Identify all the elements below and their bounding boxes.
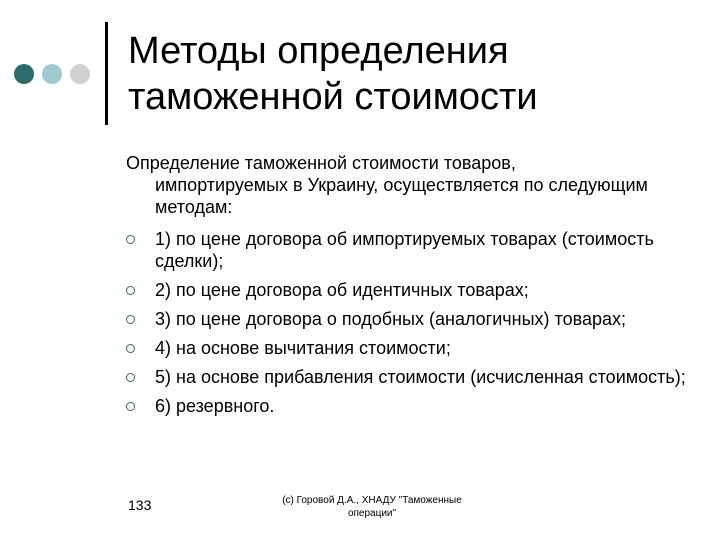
list-item — [126, 228, 686, 272]
ring-bullet-icon — [126, 373, 135, 382]
methods-list — [126, 228, 686, 424]
decor-dot-dark — [14, 64, 34, 84]
list-item-text: 6) резервного. — [155, 396, 275, 416]
list-item — [126, 366, 686, 388]
decor-dot-gray — [70, 64, 90, 84]
decor-dot-teal — [42, 64, 62, 84]
title-divider — [105, 22, 108, 125]
intro-rest: импортируемых в Украину, осуществляется по следующим методам: — [155, 175, 648, 217]
ring-bullet-icon — [126, 344, 135, 353]
intro-paragraph — [126, 152, 686, 218]
list-item — [126, 337, 686, 359]
list-item-text: 1) по цене договора об импортируемых товарах (стоимость сделки); — [155, 229, 654, 271]
title-line-2: таможенной стоимости — [128, 76, 538, 118]
ring-bullet-icon — [126, 235, 135, 244]
ring-bullet-icon — [126, 315, 135, 324]
slide-title — [128, 28, 538, 120]
ring-bullet-icon — [126, 402, 135, 411]
page-number: 133 — [128, 497, 152, 513]
intro-line-1: Определение таможенной стоимости товаров, — [126, 153, 516, 173]
list-item-text: 5) на основе прибавления стоимости (исчисленная стоимость); — [155, 367, 686, 387]
list-item — [126, 279, 686, 301]
list-item-text: 2) по цене договора об идентичных товарах; — [155, 280, 529, 300]
footer-credit — [262, 494, 482, 520]
ring-bullet-icon — [126, 286, 135, 295]
list-item-text: 4) на основе вычитания стоимости; — [155, 338, 451, 358]
list-item-text: 3) по цене договора о подобных (аналогичных) товарах; — [155, 309, 626, 329]
footer-line-1: (c) Горовой Д.А., ХНАДУ "Таможенные — [282, 495, 462, 506]
footer-line-2: операции" — [347, 508, 397, 519]
title-line-1: Методы определения — [128, 30, 509, 72]
list-item — [126, 395, 686, 417]
list-item — [126, 308, 686, 330]
